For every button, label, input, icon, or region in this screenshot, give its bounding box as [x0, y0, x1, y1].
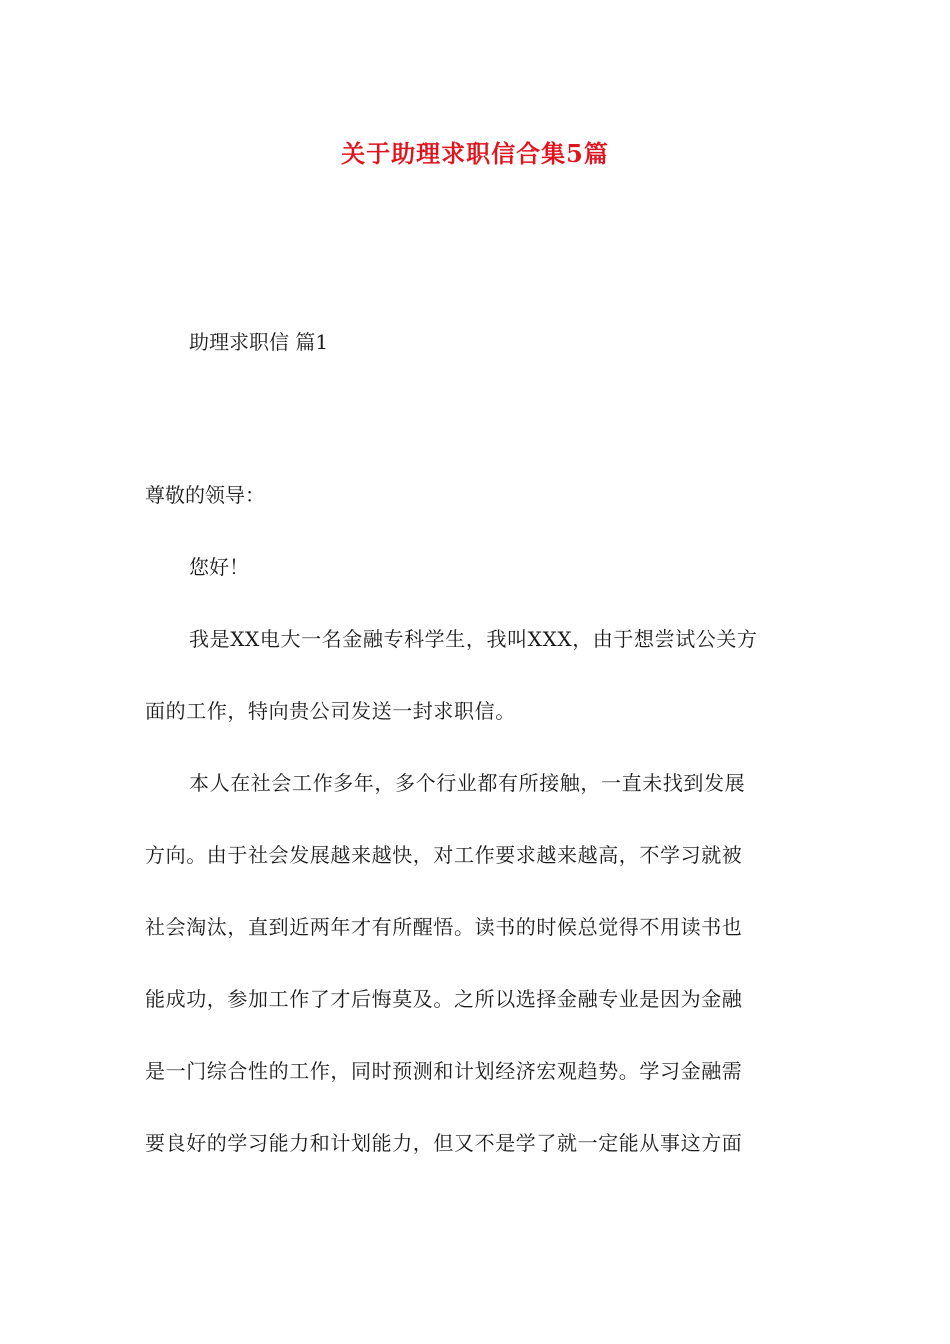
paragraph-2-line-5: 是一门综合性的工作，同时预测和计划经济宏观趋势。学习金融需	[145, 1059, 743, 1083]
paragraph-2-line-1: 本人在社会工作多年，多个行业都有所接触，一直未找到发展	[189, 771, 746, 795]
paragraph-1-line-1: 我是XX电大一名金融专科学生，我叫XXX，由于想尝试公关方	[189, 627, 758, 651]
paragraph-2-line-2: 方向。由于社会发展越来越快，对工作要求越来越高，不学习就被	[145, 843, 743, 867]
letter-greeting: 您好！	[189, 555, 249, 579]
paragraph-2-line-3: 社会淘汰，直到近两年才有所醒悟。读书的时候总觉得不用读书也	[145, 915, 743, 939]
document-title: 关于助理求职信合集5篇	[341, 139, 609, 168]
section-heading: 助理求职信 篇1	[189, 330, 329, 354]
paragraph-2-line-6: 要良好的学习能力和计划能力，但又不是学了就一定能从事这方面	[145, 1131, 743, 1155]
paragraph-1-line-2: 面的工作，特向贵公司发送一封求职信。	[145, 699, 516, 723]
letter-salutation: 尊敬的领导：	[145, 483, 265, 507]
paragraph-2-line-4: 能成功，参加工作了才后悔莫及。之所以选择金融专业是因为金融	[145, 987, 743, 1011]
